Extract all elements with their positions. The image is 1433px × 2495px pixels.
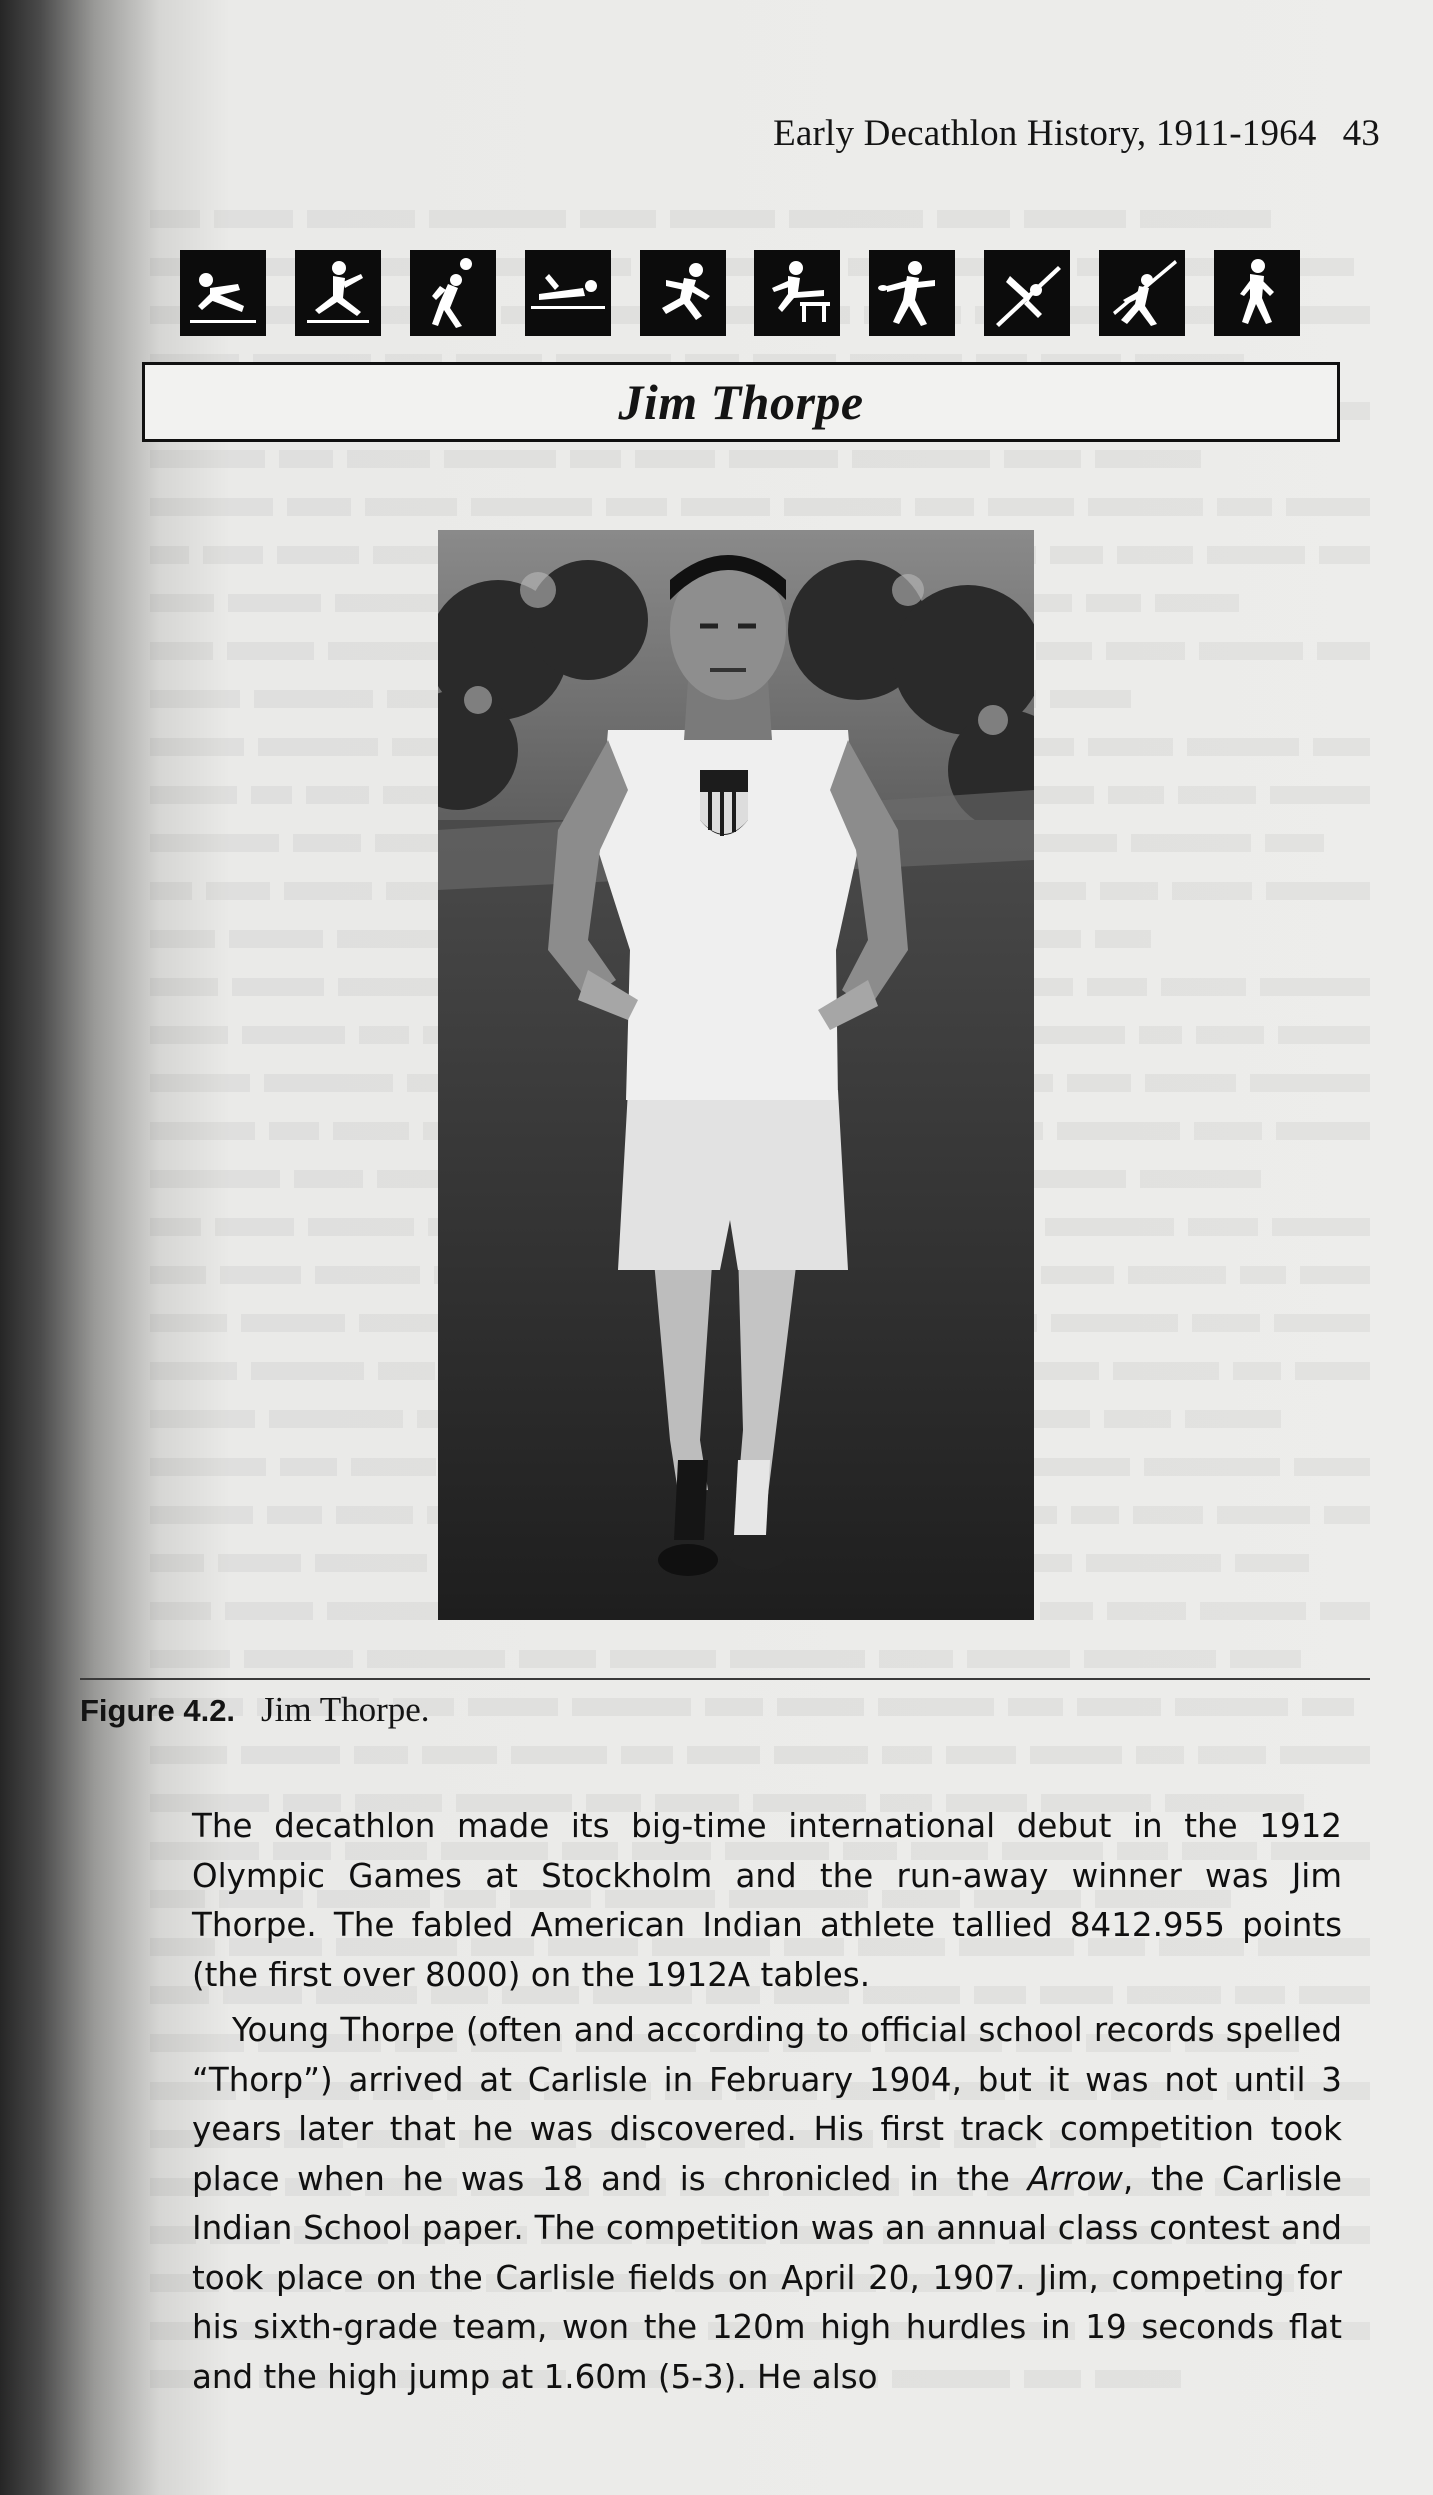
running-head-title: Early Decathlon History, 1911-1964 [773, 113, 1317, 154]
hurdles-icon [754, 250, 840, 336]
paragraph: The decathlon made its big-time international debut in the 1912 Olympic Games at Stockholm and the run-away winner was Jim Thorpe. The fabled American Indian athlete tallied 8412.955 points (the first over 8000) on the 1912A tables. [192, 1807, 1342, 1994]
paragraph-text: , the Carlisle Indian School paper. The competition was an annual class contest and took place on the Carlisle fields on April 20, 1907. Jim, competing for his sixth-grade team, won the 120m high hurdles in 19 seconds flat and the high jump at 1.60m (5-3). He also [192, 2159, 1342, 2396]
athlete-name-banner [142, 362, 1340, 442]
page-number: 43 [1342, 113, 1380, 154]
figure-caption [80, 1690, 430, 1730]
athlete-name-title: Jim Thorpe [618, 374, 864, 430]
long-jump-icon [295, 250, 381, 336]
figure-caption-text: Jim Thorpe. [261, 1690, 430, 1729]
pole-vault-icon [984, 250, 1070, 336]
sprint-start-icon [180, 250, 266, 336]
caption-rule [80, 1678, 1370, 1680]
figure-label: Figure 4.2. [80, 1693, 236, 1728]
paragraph-text: Young Thorpe (often and according to official school records spelled “Thorp”) arrived at Carlisle in February 1904, but it was not until 3 years later that he was discovered. His first track competition took place when he was 18 and is chronicled in the [192, 2011, 1342, 2198]
athlete-photograph-image [438, 530, 1034, 1620]
athlete-photograph [438, 530, 1034, 1620]
decathlon-event-icon-strip [180, 250, 1300, 336]
running-head [740, 112, 1380, 155]
paragraph [192, 2006, 1342, 2402]
javelin-icon [1099, 250, 1185, 336]
1500m-run-icon [1214, 250, 1300, 336]
high-jump-icon [525, 250, 611, 336]
italic-publication-name: Arrow [1027, 2159, 1123, 2198]
discus-icon [869, 250, 955, 336]
400m-run-icon [640, 250, 726, 336]
body-text [192, 1802, 1342, 2402]
shot-put-icon [410, 250, 496, 336]
